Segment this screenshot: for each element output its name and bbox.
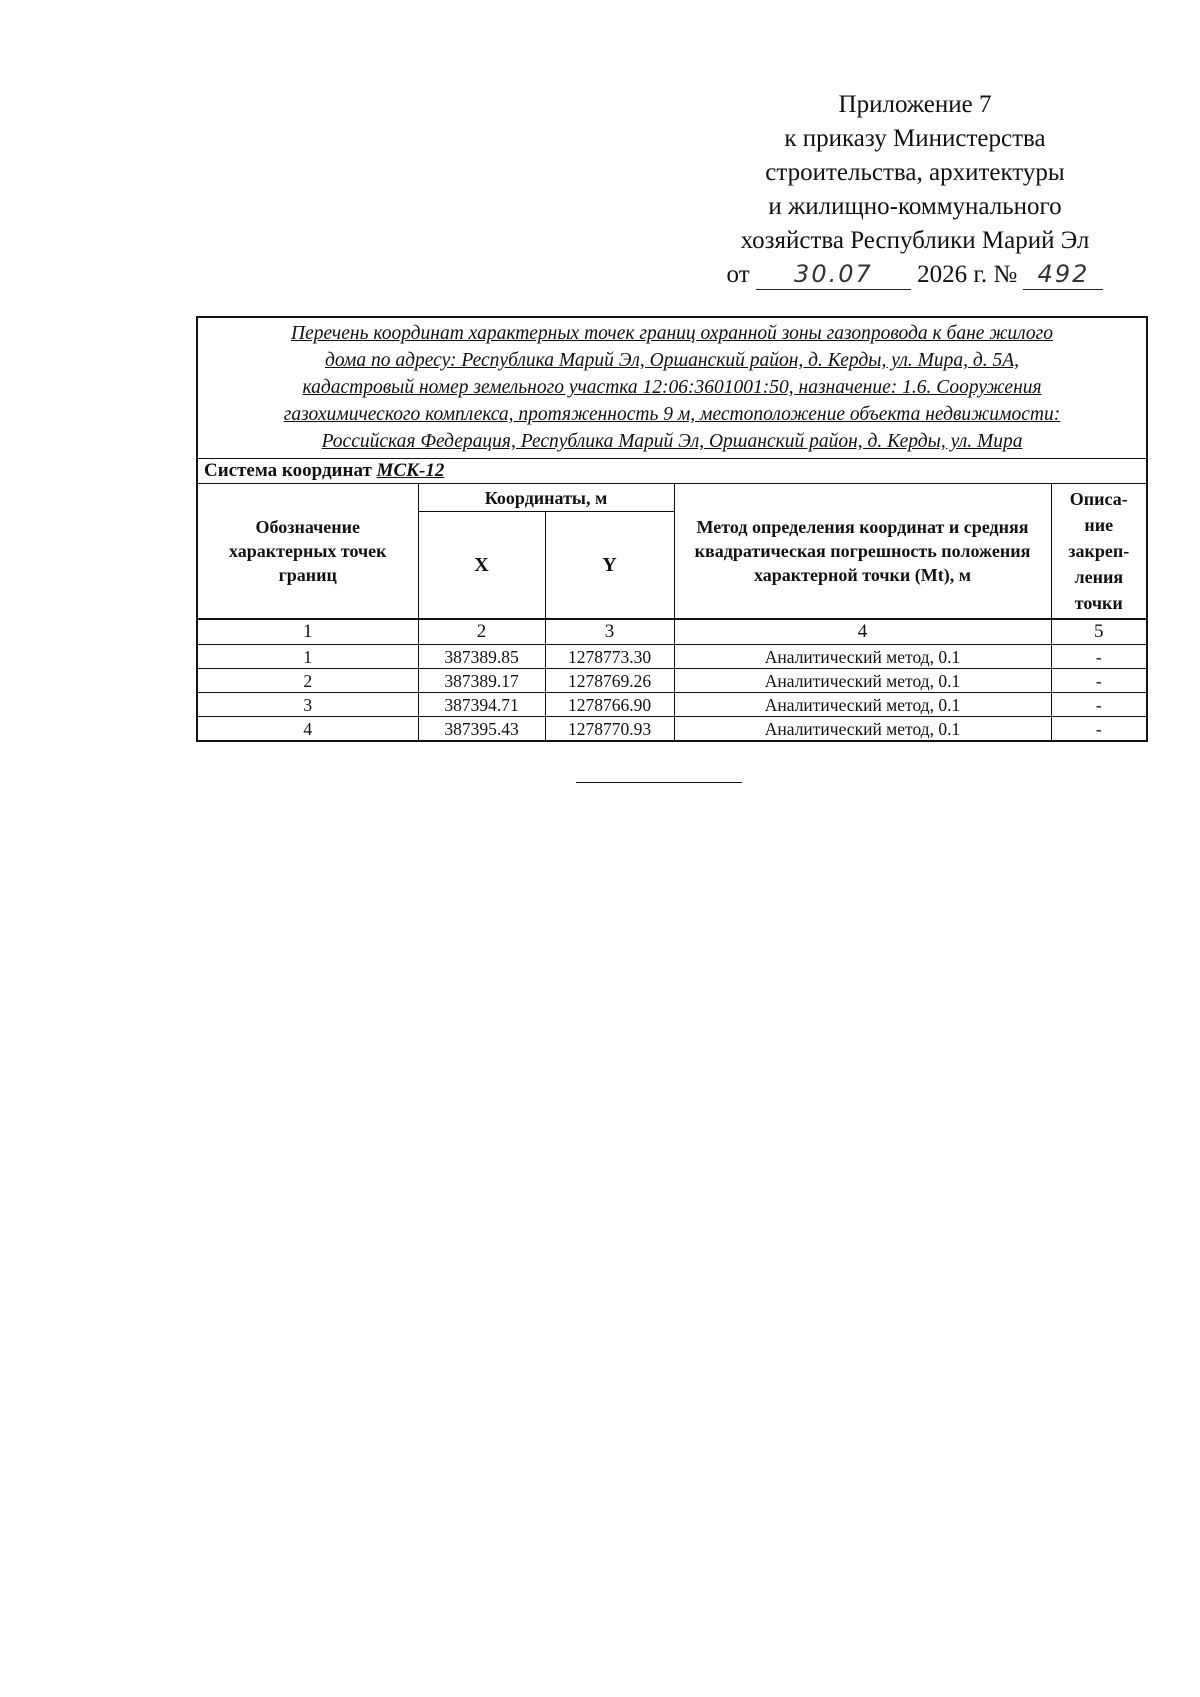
header-x: X — [418, 512, 545, 619]
table-row — [197, 645, 1147, 669]
cell-method: Аналитический метод, 0.1 — [674, 669, 1051, 693]
annex-title: Приложение 7 — [838, 91, 992, 118]
cell-y: 1278766.90 — [545, 693, 674, 717]
cell-y: 1278769.26 — [545, 669, 674, 693]
table-row — [197, 669, 1147, 693]
cell-x: 387394.71 — [418, 693, 545, 717]
column-number: 2 — [418, 619, 545, 645]
coordinate-system-row — [197, 459, 1147, 484]
cell-x: 387389.17 — [418, 669, 545, 693]
cell-description: - — [1051, 693, 1147, 717]
header-coordinates: Координаты, м — [418, 484, 674, 512]
cell-point: 2 — [197, 669, 418, 693]
handwritten-date: 30.07 — [756, 259, 911, 290]
caption-line: кадастровый номер земельного участка 12:06:3601001:50, назначение: 1.6. Сооружения — [302, 377, 1042, 398]
table-row — [197, 693, 1147, 717]
annex-order-line: к приказу Министерства — [784, 125, 1046, 152]
coordinates-table — [196, 316, 1148, 742]
annex-header — [690, 88, 1140, 292]
caption-line: Перечень координат характерных точек границ охранной зоны газопровода к бане жилого — [291, 323, 1054, 344]
handwritten-number: 492 — [1023, 259, 1103, 290]
cell-method: Аналитический метод, 0.1 — [674, 645, 1051, 669]
table-row — [197, 717, 1147, 742]
year-number-label: 2026 г. № — [917, 261, 1018, 288]
column-number: 1 — [197, 619, 418, 645]
table-caption — [197, 317, 1147, 459]
annex-ministry-line-3: хозяйства Республики Марий Эл — [740, 227, 1090, 254]
cell-x: 387395.43 — [418, 717, 545, 742]
closing-rule — [576, 782, 742, 783]
coordinate-system-value: МСК-12 — [376, 460, 445, 481]
cell-method: Аналитический метод, 0.1 — [674, 693, 1051, 717]
column-number: 4 — [674, 619, 1051, 645]
cell-point: 4 — [197, 717, 418, 742]
header-point: Обозначение характерных точек границ — [197, 484, 418, 620]
cell-description: - — [1051, 669, 1147, 693]
annex-date-line — [690, 258, 1140, 292]
header-y: Y — [545, 512, 674, 619]
coordinate-system-label: Система координат — [204, 460, 372, 481]
column-number: 3 — [545, 619, 674, 645]
caption-line: Российская Федерация, Республика Марий Эл, Оршанский район, д. Керды, ул. Мира — [321, 431, 1023, 452]
cell-x: 387389.85 — [418, 645, 545, 669]
cell-description: - — [1051, 645, 1147, 669]
caption-line: дома по адресу: Республика Марий Эл, Оршанский район, д. Керды, ул. Мира, д. 5А, — [325, 350, 1020, 371]
cell-y: 1278773.30 — [545, 645, 674, 669]
cell-y: 1278770.93 — [545, 717, 674, 742]
caption-line: газохимического комплекса, протяженность 9 м, местоположение объекта недвижимости: — [283, 404, 1061, 425]
cell-description: - — [1051, 717, 1147, 742]
cell-method: Аналитический метод, 0.1 — [674, 717, 1051, 742]
annex-ministry-line-2: и жилищно-коммунального — [768, 193, 1062, 220]
annex-ministry-line-1: строительства, архитектуры — [765, 159, 1065, 186]
date-prefix: от — [726, 261, 750, 288]
cell-point: 1 — [197, 645, 418, 669]
cell-point: 3 — [197, 693, 418, 717]
column-number: 5 — [1051, 619, 1147, 645]
header-description: Описа-ние закреп-ления точки — [1051, 484, 1147, 620]
header-method: Метод определения координат и средняя квадратическая погрешность положения характерной точки (Mt), м — [674, 484, 1051, 620]
